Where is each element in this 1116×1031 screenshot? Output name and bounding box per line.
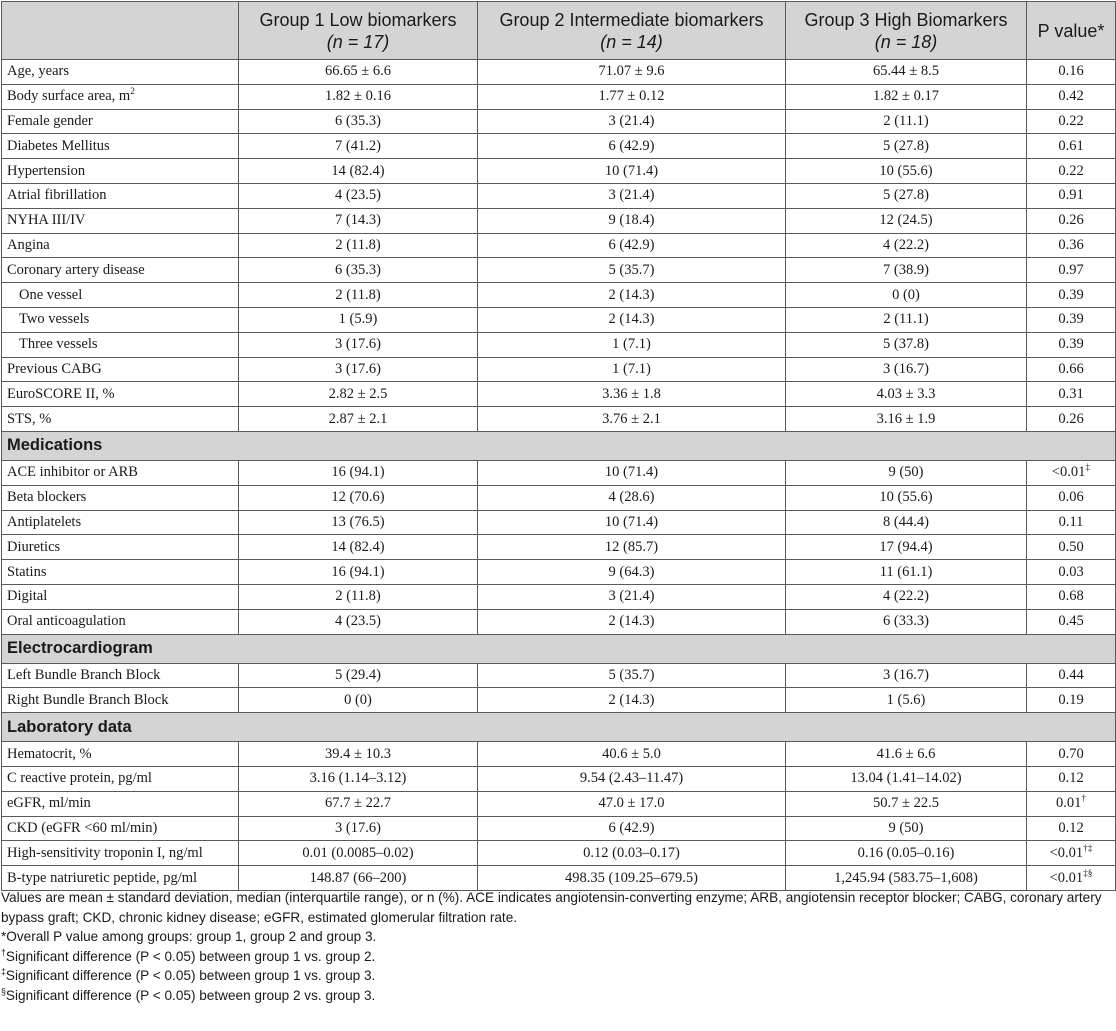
cell-g3: 2 (11.1) bbox=[786, 307, 1027, 332]
row-label: Hematocrit, % bbox=[2, 742, 239, 767]
cell-g2: 10 (71.4) bbox=[478, 159, 786, 184]
row-label: Previous CABG bbox=[2, 357, 239, 382]
cell-g1: 1 (5.9) bbox=[239, 307, 478, 332]
cell-g3: 17 (94.4) bbox=[786, 535, 1027, 560]
section-laboratory-data bbox=[2, 713, 1116, 742]
table-header-row bbox=[2, 2, 1116, 60]
cell-g3: 41.6 ± 6.6 bbox=[786, 742, 1027, 767]
cell-p-value: 0.61 bbox=[1027, 134, 1116, 159]
header-empty bbox=[2, 2, 239, 60]
cell-g2: 498.35 (109.25–679.5) bbox=[478, 866, 786, 891]
table-row bbox=[2, 535, 1116, 560]
cell-g1: 3.16 (1.14–3.12) bbox=[239, 766, 478, 791]
cell-g1: 6 (35.3) bbox=[239, 258, 478, 283]
cell-p-value: 0.22 bbox=[1027, 109, 1116, 134]
cell-g1: 148.87 (66–200) bbox=[239, 866, 478, 891]
cell-p-value: 0.39 bbox=[1027, 332, 1116, 357]
cell-p-value: 0.19 bbox=[1027, 688, 1116, 713]
cell-g3: 2 (11.1) bbox=[786, 109, 1027, 134]
cell-g2: 2 (14.3) bbox=[478, 609, 786, 634]
header-group-2: Group 2 Intermediate biomarkers (n = 14) bbox=[478, 2, 786, 60]
table-row bbox=[2, 688, 1116, 713]
cell-g2: 47.0 ± 17.0 bbox=[478, 791, 786, 816]
cell-p-value: 0.16 bbox=[1027, 60, 1116, 85]
table-footnotes bbox=[1, 888, 1115, 1005]
cell-g2: 2 (14.3) bbox=[478, 688, 786, 713]
cell-g1: 4 (23.5) bbox=[239, 609, 478, 634]
cell-g3: 9 (50) bbox=[786, 460, 1027, 485]
table-row bbox=[2, 208, 1116, 233]
table-row bbox=[2, 866, 1116, 891]
table-row bbox=[2, 134, 1116, 159]
cell-p-value: 0.22 bbox=[1027, 159, 1116, 184]
cell-g1: 66.65 ± 6.6 bbox=[239, 60, 478, 85]
cell-g1: 0.01 (0.0085–0.02) bbox=[239, 841, 478, 866]
table-row bbox=[2, 84, 1116, 109]
cell-g1: 14 (82.4) bbox=[239, 159, 478, 184]
cell-p-value: 0.11 bbox=[1027, 510, 1116, 535]
section-heading: Electrocardiogram bbox=[2, 634, 1116, 663]
row-label: Body surface area, $m^2$ bbox=[2, 84, 239, 109]
cell-g3: 4 (22.2) bbox=[786, 584, 1027, 609]
table-row bbox=[2, 407, 1116, 432]
row-label: Diabetes Mellitus bbox=[2, 134, 239, 159]
cell-g1: 3 (17.6) bbox=[239, 357, 478, 382]
footnote-abbreviations: Values are mean ± standard deviation, median (interquartile range), or n (%). ACE indicates angiotensin-converting enzyme; ARB, angiotensin receptor blocker; CABG, coronary artery bypass graft; CKD, chronic kidney disease; eGFR, estimated glomerular filtration rate. bbox=[1, 890, 1102, 925]
section-medications bbox=[2, 431, 1116, 460]
cell-g2: 3.76 ± 2.1 bbox=[478, 407, 786, 432]
table-row bbox=[2, 258, 1116, 283]
table-row bbox=[2, 841, 1116, 866]
cell-g3: 1 (5.6) bbox=[786, 688, 1027, 713]
cell-g2: 1.77 ± 0.12 bbox=[478, 84, 786, 109]
cell-g2: 10 (71.4) bbox=[478, 510, 786, 535]
cell-g1: 16 (94.1) bbox=[239, 460, 478, 485]
cell-g1: 5 (29.4) bbox=[239, 663, 478, 688]
cell-g1: 2 (11.8) bbox=[239, 233, 478, 258]
cell-g3: 0 (0) bbox=[786, 283, 1027, 308]
table-row bbox=[2, 560, 1116, 585]
row-label: Two vessels bbox=[2, 307, 239, 332]
cell-g1: 1.82 ± 0.16 bbox=[239, 84, 478, 109]
cell-p-value: 0.97 bbox=[1027, 258, 1116, 283]
cell-g1: 0 (0) bbox=[239, 688, 478, 713]
cell-g1: 13 (76.5) bbox=[239, 510, 478, 535]
row-label: Age, years bbox=[2, 60, 239, 85]
cell-p-value: 0.36 bbox=[1027, 233, 1116, 258]
cell-g3: 5 (37.8) bbox=[786, 332, 1027, 357]
table-row bbox=[2, 183, 1116, 208]
row-label: Statins bbox=[2, 560, 239, 585]
cell-g3: 5 (27.8) bbox=[786, 134, 1027, 159]
table-body bbox=[2, 60, 1116, 891]
footnote-dagger: †Significant difference (P < 0.05) between group 1 vs. group 2. bbox=[1, 946, 376, 964]
cell-g2: 6 (42.9) bbox=[478, 233, 786, 258]
cell-g2: 9.54 (2.43–11.47) bbox=[478, 766, 786, 791]
row-label: C reactive protein, pg/ml bbox=[2, 766, 239, 791]
table-row bbox=[2, 584, 1116, 609]
cell-g2: 3 (21.4) bbox=[478, 109, 786, 134]
row-label: ACE inhibitor or ARB bbox=[2, 460, 239, 485]
table-row bbox=[2, 159, 1116, 184]
row-label: NYHA III/IV bbox=[2, 208, 239, 233]
cell-g3: 4 (22.2) bbox=[786, 233, 1027, 258]
cell-g2: 1 (7.1) bbox=[478, 332, 786, 357]
row-label: High-sensitivity troponin I, ng/ml bbox=[2, 841, 239, 866]
cell-p-value: 0.12 bbox=[1027, 766, 1116, 791]
cell-g3: 3.16 ± 1.9 bbox=[786, 407, 1027, 432]
row-label: Angina bbox=[2, 233, 239, 258]
row-label: CKD (eGFR <60 ml/min) bbox=[2, 816, 239, 841]
cell-g2: 9 (64.3) bbox=[478, 560, 786, 585]
cell-g2: 5 (35.7) bbox=[478, 258, 786, 283]
section-heading: Laboratory data bbox=[2, 713, 1116, 742]
cell-g1: 2 (11.8) bbox=[239, 283, 478, 308]
cell-p-value: 0.12 bbox=[1027, 816, 1116, 841]
cell-g2: 12 (85.7) bbox=[478, 535, 786, 560]
cell-p-value: 0.42 bbox=[1027, 84, 1116, 109]
table-row bbox=[2, 357, 1116, 382]
footnote-overall-p: *Overall P value among groups: group 1, group 2 and group 3. bbox=[1, 929, 377, 944]
cell-g3: 6 (33.3) bbox=[786, 609, 1027, 634]
footnote-double-dagger: ‡Significant difference (P < 0.05) between group 1 vs. group 3. bbox=[1, 966, 376, 983]
table-row bbox=[2, 307, 1116, 332]
cell-g3: 10 (55.6) bbox=[786, 485, 1027, 510]
cell-g1: 4 (23.5) bbox=[239, 183, 478, 208]
row-label: Left Bundle Branch Block bbox=[2, 663, 239, 688]
table-row bbox=[2, 663, 1116, 688]
cell-g2: 1 (7.1) bbox=[478, 357, 786, 382]
row-label: STS, % bbox=[2, 407, 239, 432]
row-label: Female gender bbox=[2, 109, 239, 134]
table-row bbox=[2, 109, 1116, 134]
cell-g2: 0.12 (0.03–0.17) bbox=[478, 841, 786, 866]
cell-g1: 7 (14.3) bbox=[239, 208, 478, 233]
cell-g2: 40.6 ± 5.0 bbox=[478, 742, 786, 767]
cell-g2: 6 (42.9) bbox=[478, 134, 786, 159]
table-row bbox=[2, 332, 1116, 357]
cell-g1: 6 (35.3) bbox=[239, 109, 478, 134]
cell-g3: 1.82 ± 0.17 bbox=[786, 84, 1027, 109]
cell-p-value: 0.31 bbox=[1027, 382, 1116, 407]
cell-p-value: 0.26 bbox=[1027, 407, 1116, 432]
row-label: Right Bundle Branch Block bbox=[2, 688, 239, 713]
section-heading: Medications bbox=[2, 431, 1116, 460]
cell-g2: 10 (71.4) bbox=[478, 460, 786, 485]
row-label: Three vessels bbox=[2, 332, 239, 357]
cell-g3: 3 (16.7) bbox=[786, 357, 1027, 382]
cell-g1: 16 (94.1) bbox=[239, 560, 478, 585]
cell-p-value: 0.50 bbox=[1027, 535, 1116, 560]
cell-g1: 14 (82.4) bbox=[239, 535, 478, 560]
table-row bbox=[2, 791, 1116, 816]
cell-g1: 3 (17.6) bbox=[239, 816, 478, 841]
cell-g1: 2 (11.8) bbox=[239, 584, 478, 609]
cell-g3: 50.7 ± 22.5 bbox=[786, 791, 1027, 816]
cell-p-value: 0.70 bbox=[1027, 742, 1116, 767]
cell-p-value: 0.26 bbox=[1027, 208, 1116, 233]
row-label: B-type natriuretic peptide, pg/ml bbox=[2, 866, 239, 891]
table-row bbox=[2, 510, 1116, 535]
footnote-section-sign: §Significant difference (P < 0.05) between group 2 vs. group 3. bbox=[1, 985, 376, 1003]
cell-g1: 67.7 ± 22.7 bbox=[239, 791, 478, 816]
header-p-value: P value* bbox=[1027, 2, 1116, 60]
cell-g1: 3 (17.6) bbox=[239, 332, 478, 357]
cell-p-value: 0.44 bbox=[1027, 663, 1116, 688]
row-label: Antiplatelets bbox=[2, 510, 239, 535]
cell-g2: 9 (18.4) bbox=[478, 208, 786, 233]
header-group-1: Group 1 Low biomarkers (n = 17) bbox=[239, 2, 478, 60]
table-row bbox=[2, 60, 1116, 85]
cell-g1: 2.82 ± 2.5 bbox=[239, 382, 478, 407]
row-label: Diuretics bbox=[2, 535, 239, 560]
cell-p-value: <0.01†‡ bbox=[1027, 841, 1116, 866]
cell-g3: 13.04 (1.41–14.02) bbox=[786, 766, 1027, 791]
cell-p-value: 0.03 bbox=[1027, 560, 1116, 585]
cell-g2: 6 (42.9) bbox=[478, 816, 786, 841]
row-label: Oral anticoagulation bbox=[2, 609, 239, 634]
cell-g3: 5 (27.8) bbox=[786, 183, 1027, 208]
cell-g2: 71.07 ± 9.6 bbox=[478, 60, 786, 85]
cell-g3: 4.03 ± 3.3 bbox=[786, 382, 1027, 407]
cell-g3: 11 (61.1) bbox=[786, 560, 1027, 585]
row-label: One vessel bbox=[2, 283, 239, 308]
cell-g1: 12 (70.6) bbox=[239, 485, 478, 510]
row-label: EuroSCORE II, % bbox=[2, 382, 239, 407]
cell-g2: 5 (35.7) bbox=[478, 663, 786, 688]
header-group-3: Group 3 High Biomarkers (n = 18) bbox=[786, 2, 1027, 60]
cell-p-value: 0.39 bbox=[1027, 307, 1116, 332]
row-label: Atrial fibrillation bbox=[2, 183, 239, 208]
cell-g3: 9 (50) bbox=[786, 816, 1027, 841]
cell-g2: 4 (28.6) bbox=[478, 485, 786, 510]
cell-p-value: 0.06 bbox=[1027, 485, 1116, 510]
cell-g1: 2.87 ± 2.1 bbox=[239, 407, 478, 432]
cell-g2: 3 (21.4) bbox=[478, 584, 786, 609]
cell-p-value: <0.01‡ bbox=[1027, 460, 1116, 485]
cell-p-value: 0.39 bbox=[1027, 283, 1116, 308]
cell-g2: 3 (21.4) bbox=[478, 183, 786, 208]
cell-p-value: <0.01‡§ bbox=[1027, 866, 1116, 891]
row-label: Digital bbox=[2, 584, 239, 609]
cell-g3: 0.16 (0.05–0.16) bbox=[786, 841, 1027, 866]
table-row bbox=[2, 233, 1116, 258]
cell-g3: 3 (16.7) bbox=[786, 663, 1027, 688]
table-row bbox=[2, 766, 1116, 791]
cell-g3: 7 (38.9) bbox=[786, 258, 1027, 283]
table-row bbox=[2, 609, 1116, 634]
cell-g3: 65.44 ± 8.5 bbox=[786, 60, 1027, 85]
table-row bbox=[2, 742, 1116, 767]
table-row bbox=[2, 460, 1116, 485]
cell-g3: 1,245.94 (583.75–1,608) bbox=[786, 866, 1027, 891]
cell-p-value: 0.66 bbox=[1027, 357, 1116, 382]
cell-g3: 8 (44.4) bbox=[786, 510, 1027, 535]
table-row bbox=[2, 485, 1116, 510]
cell-p-value: 0.68 bbox=[1027, 584, 1116, 609]
cell-g3: 12 (24.5) bbox=[786, 208, 1027, 233]
cell-p-value: 0.45 bbox=[1027, 609, 1116, 634]
row-label: Beta blockers bbox=[2, 485, 239, 510]
cell-g2: 3.36 ± 1.8 bbox=[478, 382, 786, 407]
cell-g3: 10 (55.6) bbox=[786, 159, 1027, 184]
cell-g1: 7 (41.2) bbox=[239, 134, 478, 159]
cell-p-value: 0.01† bbox=[1027, 791, 1116, 816]
cell-g2: 2 (14.3) bbox=[478, 307, 786, 332]
baseline-characteristics-table bbox=[1, 1, 1116, 891]
cell-g2: 2 (14.3) bbox=[478, 283, 786, 308]
row-label: Coronary artery disease bbox=[2, 258, 239, 283]
cell-g1: 39.4 ± 10.3 bbox=[239, 742, 478, 767]
table-row bbox=[2, 382, 1116, 407]
row-label: Hypertension bbox=[2, 159, 239, 184]
table-row bbox=[2, 816, 1116, 841]
row-label: eGFR, ml/min bbox=[2, 791, 239, 816]
table-row bbox=[2, 283, 1116, 308]
cell-p-value: 0.91 bbox=[1027, 183, 1116, 208]
section-electrocardiogram bbox=[2, 634, 1116, 663]
